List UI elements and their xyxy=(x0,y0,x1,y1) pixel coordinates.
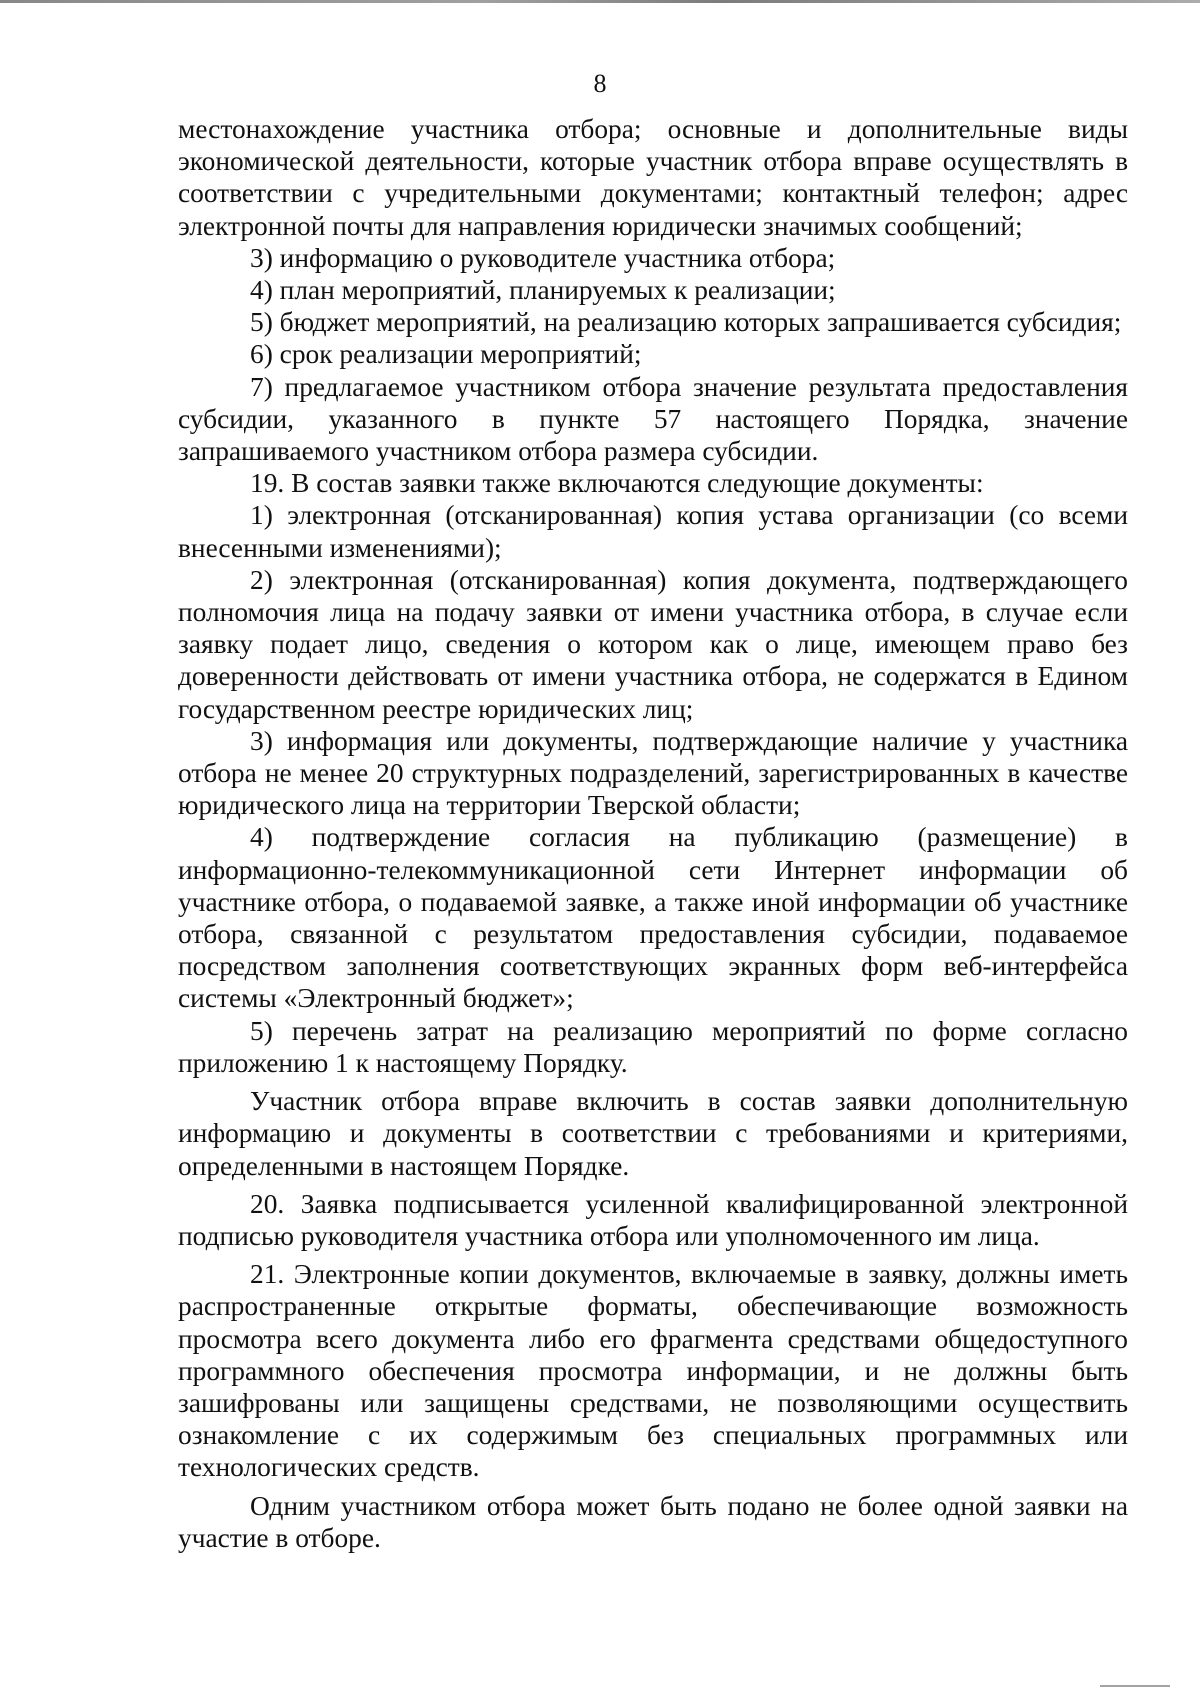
paragraph-doc-4: 4) подтверждение согласия на публикацию (размещение) в информационно-телекоммуникационной сети Интернет информации об участнике отбора, о подаваемой заявке, а также иной информации об участнике отбора, связанной с результатом предоставления субсидии, подаваемое посредством заполнения соответствующих экранных форм веб-интерфейса системы «Электронный бюджет»; xyxy=(178,822,1128,1014)
paragraph-clause-19: 19. В состав заявки также включаются следующие документы: xyxy=(250,468,984,499)
paragraph-item-7: 7) предлагаемое участником отбора значение результата предоставления субсидии, указанного в пункте 57 настоящего Порядка, значение запрашиваемого участником отбора размера субсидии. xyxy=(178,371,1128,467)
paragraph-continuation: местонахождение участника отбора; основные и дополнительные виды экономической деятельности, которые участник отбора вправе осуществлять в соответствии с учредительными документами; контактный телефон; адрес электронной почты для направления юридически значимых сообщений; xyxy=(178,114,1128,241)
paragraph-item-4: 4) план мероприятий, планируемых к реализации; xyxy=(250,275,836,306)
paragraph-item-3: 3) информацию о руководителе участника отбора; xyxy=(250,242,836,273)
paragraph-additional-info: Участник отбора вправе включить в состав заявки дополнительную информацию и документы в соответствии с требованиями и критериями, определенными в настоящем Порядке. xyxy=(178,1086,1128,1181)
paragraph-clause-20: 20. Заявка подписывается усиленной квалифицированной электронной подписью руководителя участника отбора или уполномоченного им лица. xyxy=(178,1188,1128,1251)
scan-edge-bottom xyxy=(1100,1685,1170,1687)
paragraph-item-6: 6) срок реализации мероприятий; xyxy=(250,339,642,370)
paragraph-item-5: 5) бюджет мероприятий, на реализацию которых запрашивается субсидия; xyxy=(250,307,1122,338)
paragraph-doc-1: 1) электронная (отсканированная) копия устава организации (со всеми внесенными изменениями); xyxy=(178,500,1128,563)
paragraph-single-application: Одним участником отбора может быть подано не более одной заявки на участие в отборе. xyxy=(178,1490,1128,1553)
page-number: 8 xyxy=(593,69,607,98)
paragraph-doc-2: 2) электронная (отсканированная) копия документа, подтверждающего полномочия лица на подачу заявки от имени участника отбора, в случае если заявку подает лицо, сведения о котором как о лице, имеющем право без доверенности действовать от имени участника отбора, не содержатся в Едином государственном реестре юридических лиц; xyxy=(178,564,1128,724)
paragraph-clause-21: 21. Электронные копии документов, включаемые в заявку, должны иметь распространенные открытые форматы, обеспечивающие возможность просмотра всего документа либо его фрагмента средствами общедоступного программного обеспечения просмотра информации, и не должны быть зашифрованы или защищены средствами, не позволяющими осуществить ознакомление с их содержимым без специальных программных или технологических средств. xyxy=(178,1259,1128,1483)
scan-edge-top xyxy=(0,0,1200,3)
document-body xyxy=(178,113,1128,1554)
paragraph-doc-3: 3) информация или документы, подтверждающие наличие у участника отбора не менее 20 структурных подразделений, зарегистрированных в качестве юридического лица на территории Тверской области; xyxy=(178,725,1128,821)
paragraph-doc-5: 5) перечень затрат на реализацию мероприятий по форме согласно приложению 1 к настоящему Порядку. xyxy=(178,1015,1128,1078)
